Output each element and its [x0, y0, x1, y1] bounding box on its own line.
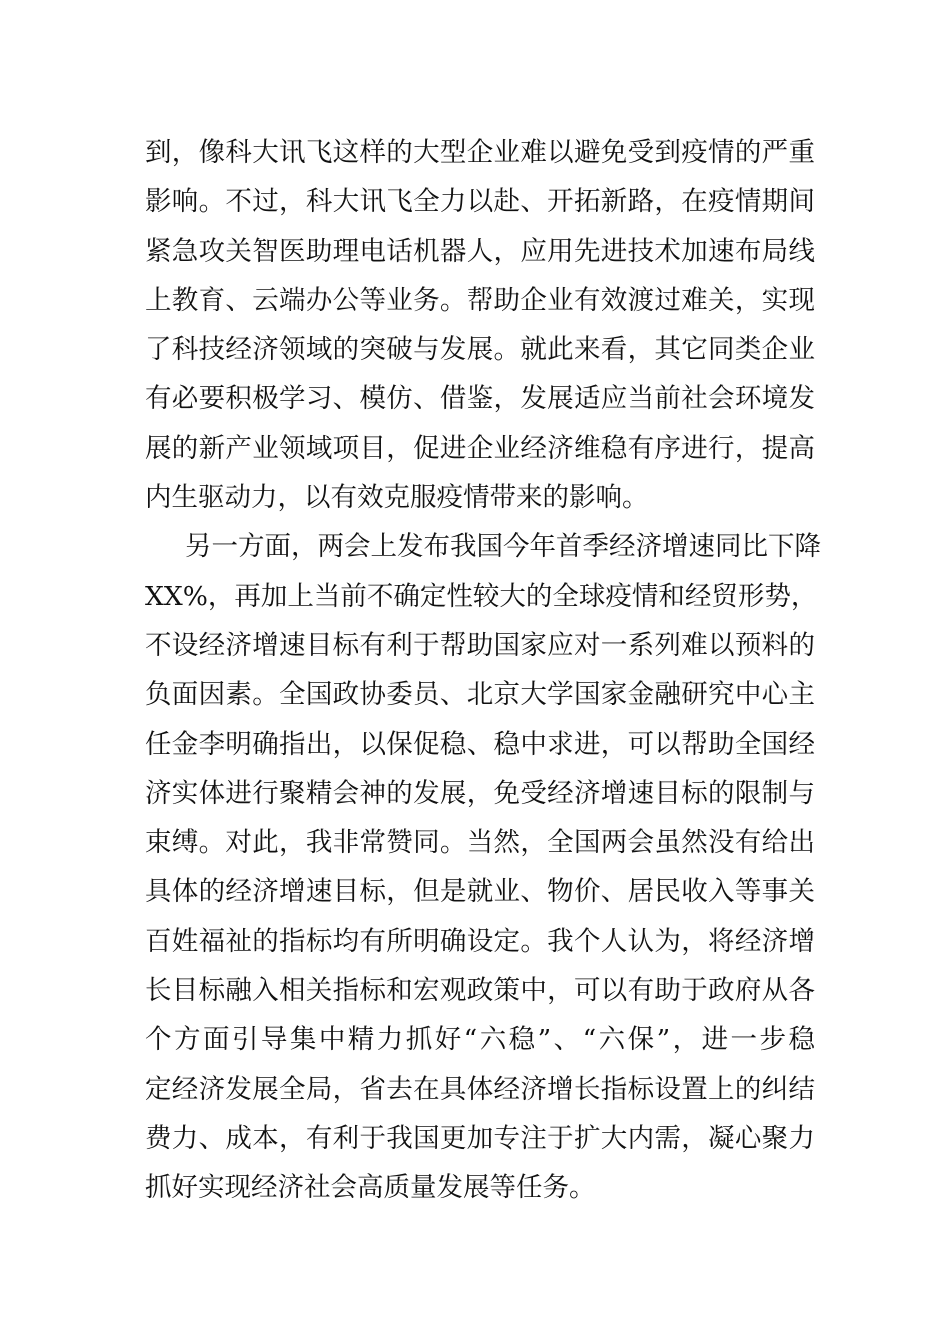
paragraph-line: 上教育、云端办公等业务。帮助企业有效渡过难关，实现 [145, 284, 815, 316]
paragraph-line: 另一方面，两会上发布我国今年首季经济增速同比下降 [185, 531, 821, 563]
paragraph-2 [145, 522, 821, 1212]
paragraph-1 [145, 128, 815, 522]
paragraph-line: 了科技经济领域的突破与发展。就此来看，其它同类企业 [145, 334, 815, 366]
paragraph-line: 紧急攻关智医助理电话机器人，应用先进技术加速布局线 [145, 235, 815, 267]
paragraph-line: 长目标融入相关指标和宏观政策中，可以有助于政府从各 [145, 975, 815, 1007]
paragraph-line: 任金李明确指出，以保促稳、稳中求进，可以帮助全国经 [145, 728, 815, 760]
paragraph-line: 定经济发展全局，省去在具体经济增长指标设置上的纠结 [145, 1073, 815, 1105]
paragraph-line: 具体的经济增速目标，但是就业、物价、居民收入等事关 [145, 876, 815, 908]
paragraph-line: 影响。不过，科大讯飞全力以赴、开拓新路，在疫情期间 [145, 186, 815, 218]
paragraph-line: 个方面引导集中精力抓好“六稳”、“六保”，进一步稳 [145, 1024, 815, 1056]
paragraph-line: 负面因素。全国政协委员、北京大学国家金融研究中心主 [145, 679, 815, 711]
paragraph-line: 抓好实现经济社会高质量发展等任务。 [145, 1172, 596, 1204]
paragraph-line: 百姓福祉的指标均有所明确设定。我个人认为，将经济增 [145, 925, 815, 957]
paragraph-line: 不设经济增速目标有利于帮助国家应对一系列难以预料的 [145, 629, 815, 661]
paragraph-line: 束缚。对此，我非常赞同。当然，全国两会虽然没有给出 [145, 827, 815, 859]
paragraph-line: 济实体进行聚精会神的发展，免受经济增速目标的限制与 [145, 777, 815, 809]
paragraph-line: 费力、成本，有利于我国更加专注于扩大内需，凝心聚力 [145, 1122, 815, 1154]
paragraph-line: XX%，再加上当前不确定性较大的全球疫情和经贸形势， [145, 580, 818, 612]
paragraph-line: 展的新产业领域项目，促进企业经济维稳有序进行，提高 [145, 432, 815, 464]
body-text [145, 128, 821, 1213]
paragraph-line: 有必要积极学习、模仿、借鉴，发展适应当前社会环境发 [145, 383, 815, 415]
paragraph-line: 到，像科大讯飞这样的大型企业难以避免受到疫情的严重 [145, 137, 815, 168]
paragraph-line: 内生驱动力，以有效克服疫情带来的影响。 [145, 482, 649, 514]
